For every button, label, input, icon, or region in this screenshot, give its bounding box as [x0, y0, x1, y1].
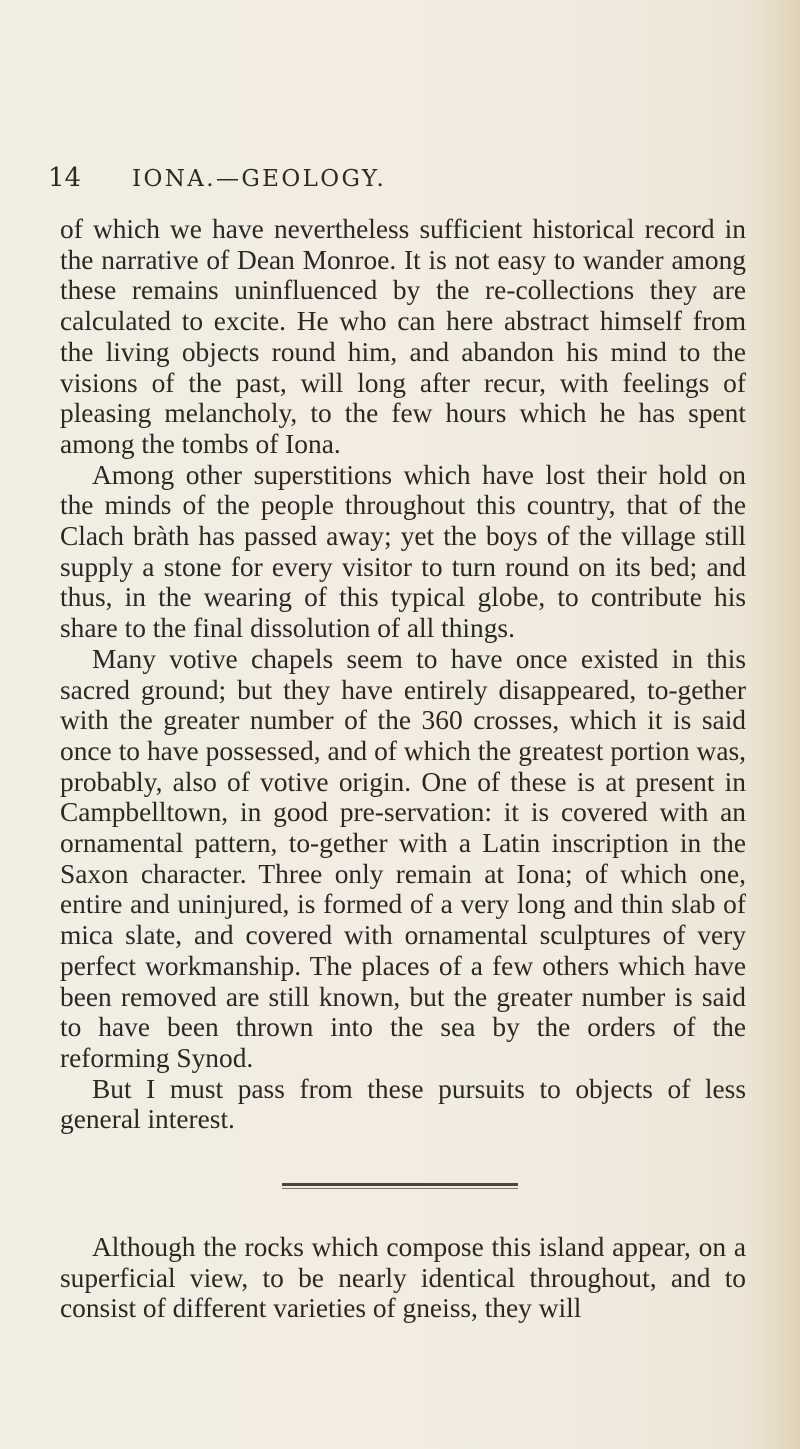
running-head: IONA.—GEOLOGY. — [132, 166, 387, 192]
page-edge-shadow — [754, 0, 800, 1449]
paragraph-transition: But I must pass from these pursuits to objects of less general interest. — [60, 1073, 746, 1135]
paragraph-votive-chapels: Many votive chapels seem to have once existed in this sacred ground; but they have entirely disappeared, to-gether with the greater number of the 360 crosses, which it is said once to have possessed, and of which the greatest portion was, probably, also of votive origin. One of these is at present in Campbelltown, in good pre-servation: it is covered with an ornamental pattern, to-gether with a Latin inscription in the Saxon character. Three only remain at Iona; of which one, entire and uninjured, is formed of a very long and thin slab of mica slate, and covered with ornamental sculptures of very perfect workmanship. The places of a few others which have been removed are still known, but the greater number is said to have been thrown into the sea by the orders of the reforming Synod. — [60, 643, 746, 1073]
paragraph-geology: Although the rocks which compose this island appear, on a superficial view, to be nearly identical throughout, and to consist of different varieties of gneiss, they will — [60, 1232, 746, 1324]
body-text-geology — [60, 1232, 746, 1324]
page-number: 14 — [48, 163, 82, 193]
section-divider-thin — [282, 1188, 518, 1189]
page-header — [48, 163, 648, 199]
section-divider — [282, 1183, 518, 1186]
body-text — [60, 214, 746, 1135]
paragraph-superstitions: Among other superstitions which have lost their hold on the minds of the people throughout this country, that of the Clach bràth has passed away; yet the boys of the village still supply a stone for every visitor to turn round on its bed; and thus, in the wearing of this typical globe, to contribute his share to the final dissolution of all things. — [60, 459, 746, 644]
paragraph-continuation: of which we have nevertheless sufficient historical record in the narrative of Dean Monroe. It is not easy to wander among these remains uninfluenced by the re-collections they are calculated to excite. He who can here abstract himself from the living objects round him, and abandon his mind to the visions of the past, will long after recur, with feelings of pleasing melancholy, to the few hours which he has spent among the tombs of Iona. — [60, 214, 746, 459]
